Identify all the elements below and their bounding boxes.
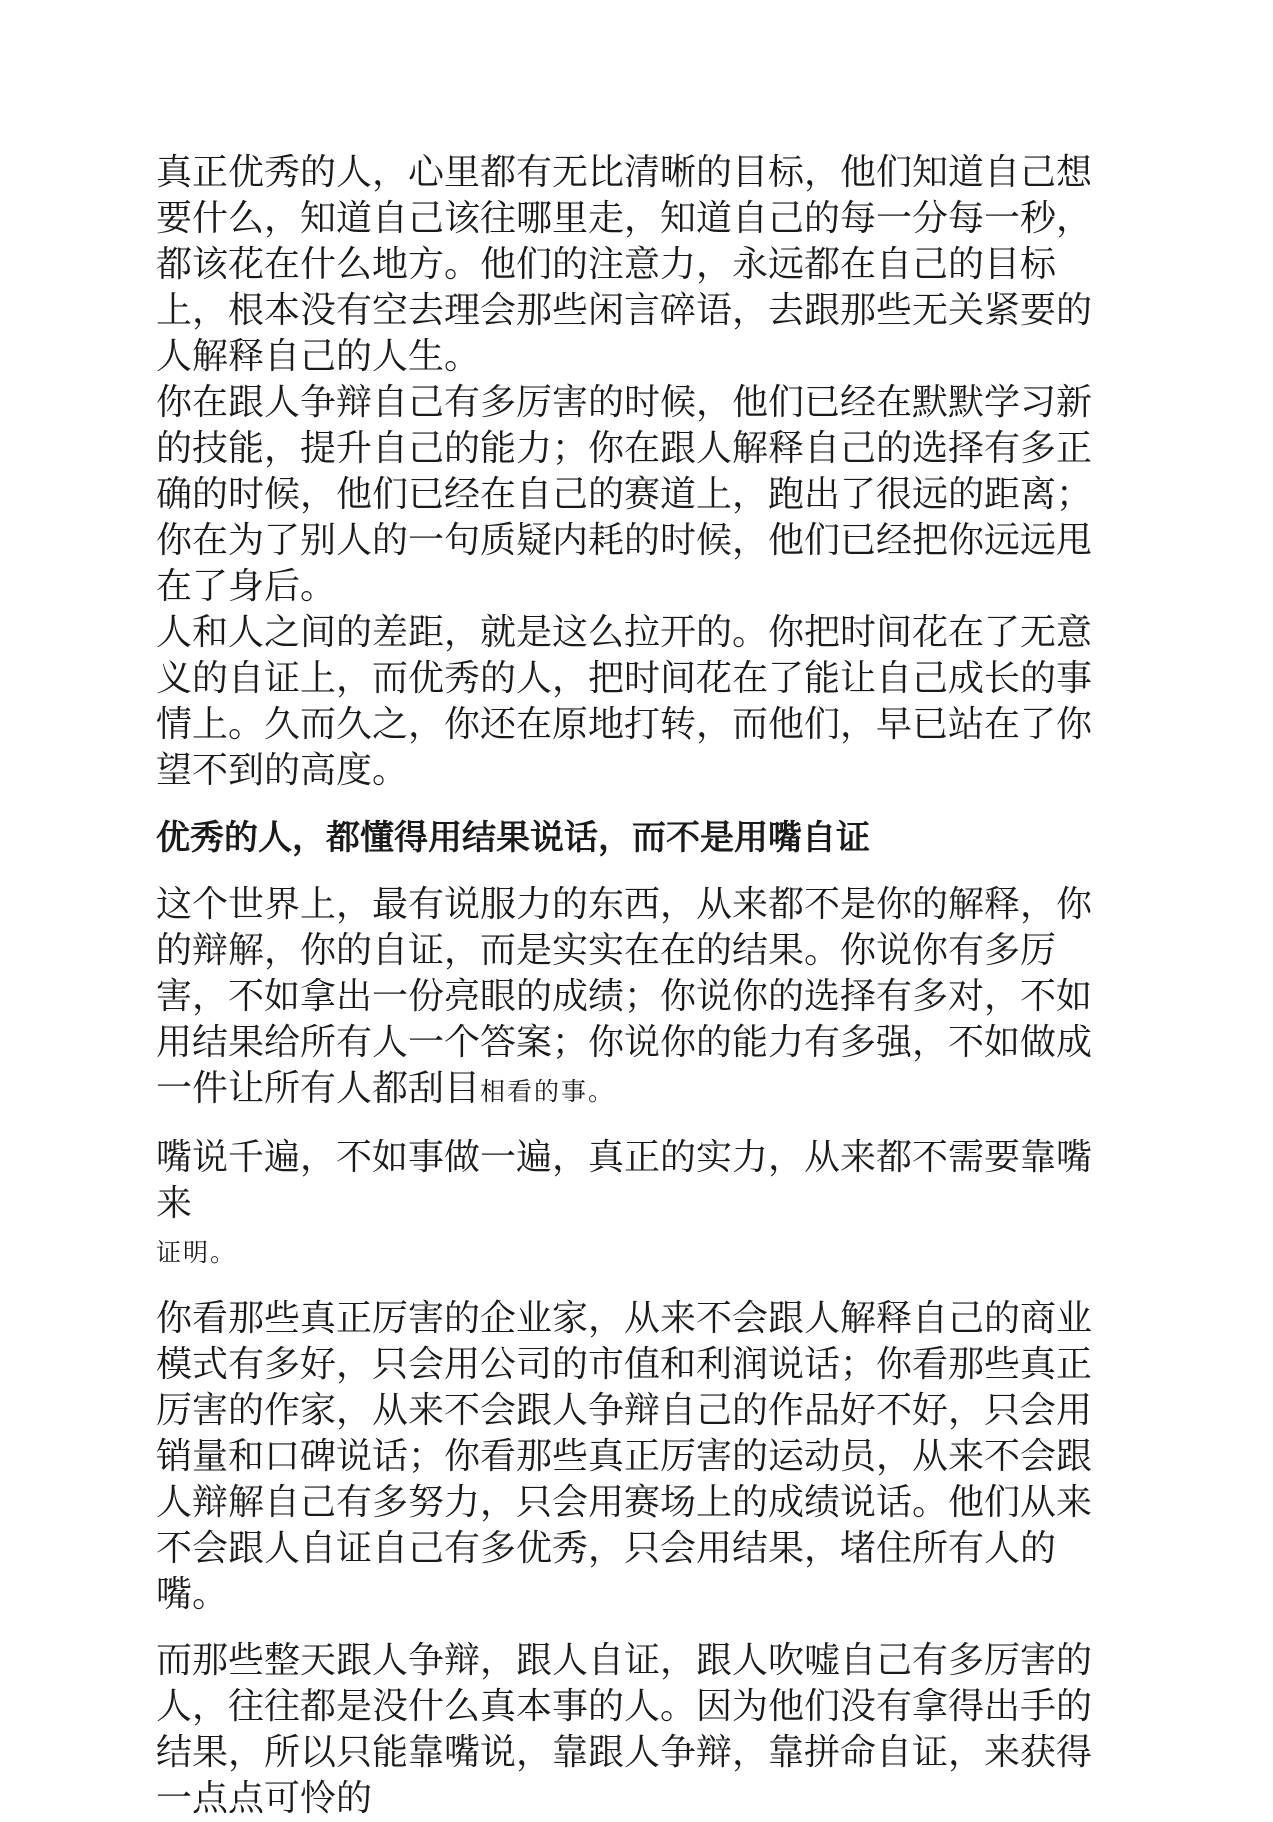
- paragraph-action-main: 嘴说千遍，不如事做一遍，真正的实力，从来都不需要靠嘴来: [156, 1137, 1093, 1224]
- paragraph-goals: 真正优秀的人，心里都有无比清晰的目标，他们知道自己想要什么，知道自己该往哪里走，知道自己的每一分每一秒，都该花在什么地方。他们的注意力，永远都在自己的目标上，根本没有空去理会那些闲言碎语，去跟那些无关紧要的人解释自己的人生。: [156, 152, 1093, 377]
- paragraph-examples: 你看那些真正厉害的企业家，从来不会跟人解释自己的商业模式有多好，只会用公司的市值和利润说话；你看那些真正厉害的作家，从来不会跟人争辩自己的作品好不好，只会用销量和口碑说话；你看那些真正厉害的运动员，从来不会跟人辩解自己有多努力，只会用赛场上的成绩说话。他们从来不会跟人自证自己有多优秀，只会用结果，堵住所有人的嘴。: [156, 1298, 1093, 1615]
- paragraph-action-tail: 证明。: [156, 1238, 238, 1267]
- paragraph-results-main: 这个世界上，最有说服力的东西，从来都不是你的解释，你的辩解，你的自证，而是实实在在的结果。你说你有多厉害，不如拿出一份亮眼的成绩；你说你的选择有多对，不如用结果给所有人一个答案；你说你的能力有多强，不如做成一件让所有人都刮目: [156, 884, 1093, 1109]
- section-heading: 优秀的人，都懂得用结果说话，而不是用嘴自证: [156, 818, 870, 858]
- article-body: [156, 150, 1124, 1822]
- paragraph-action: [156, 1135, 1124, 1276]
- paragraph-contrast: 你在跟人争辩自己有多厉害的时候，他们已经在默默学习新的技能，提升自己的能力；你在跟人解释自己的选择有多正确的时候，他们已经在自己的赛道上，跑出了很远的距离；你在为了别人的一句质疑内耗的时候，他们已经把你远远甩在了身后。: [156, 382, 1093, 607]
- paragraph-results: [156, 882, 1124, 1115]
- paragraph-arguers: 而那些整天跟人争辩，跟人自证，跟人吹嘘自己有多厉害的人，往往都是没什么真本事的人。因为他们没有拿得出手的结果，所以只能靠嘴说，靠跟人争辩，靠拼命自证，来获得一点点可怜的: [156, 1640, 1093, 1819]
- paragraph-gap: 人和人之间的差距，就是这么拉开的。你把时间花在了无意义的自证上，而优秀的人，把时间花在了能让自己成长的事情上。久而久之，你还在原地打转，而他们，早已站在了你望不到的高度。: [156, 612, 1093, 791]
- paragraph-results-tail: 相看的事。: [480, 1077, 616, 1106]
